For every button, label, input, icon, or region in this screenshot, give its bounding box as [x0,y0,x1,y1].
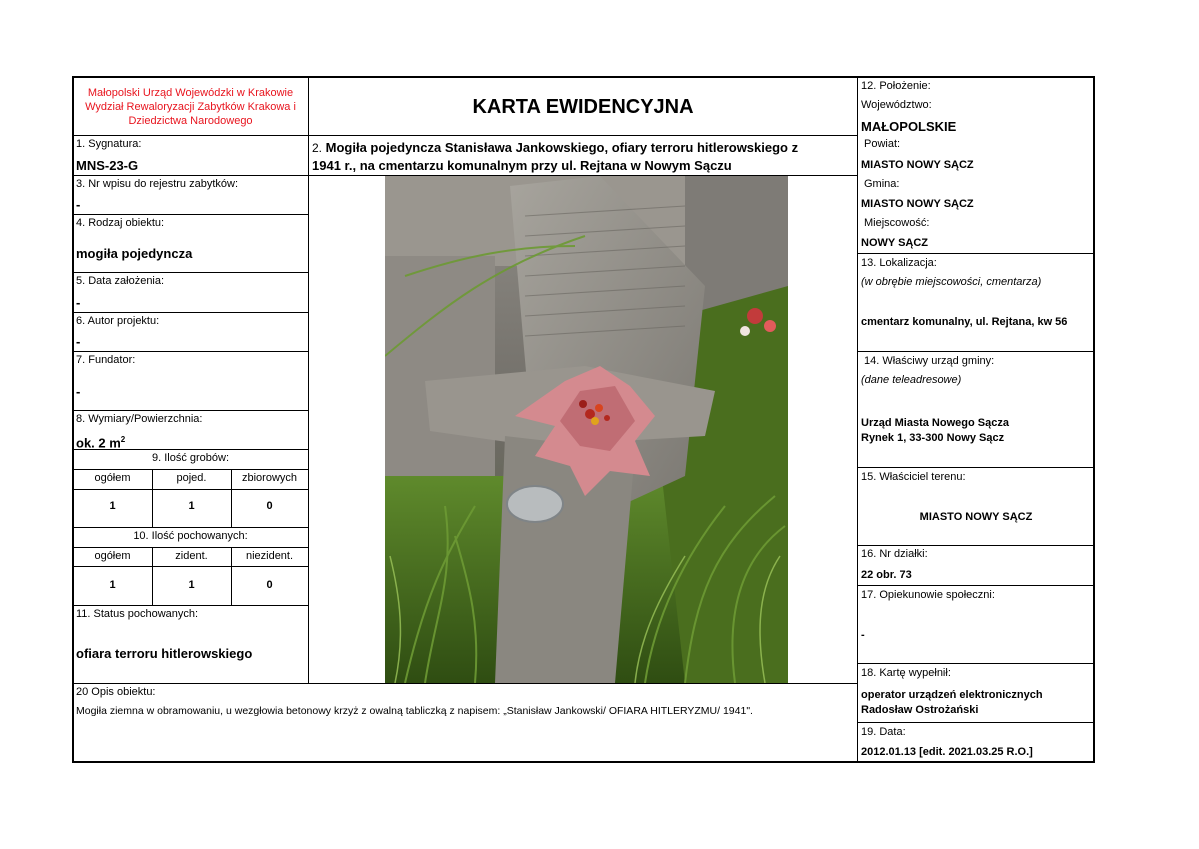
locality-value: NOWY SĄCZ [861,237,929,249]
filled-by-name: Radosław Ostrożański [861,704,979,716]
grave-photo-illustration [385,176,788,683]
institution-name [74,86,307,128]
institution-line-3: Dziedzictwa Narodowego [128,115,253,127]
office-name: Urząd Miasta Nowego Sącza [861,417,1009,429]
burial-status-value: ofiara terroru hitlerowskiego [76,646,253,661]
guardians-label: 17. Opiekunowie społeczni: [861,589,995,601]
institution-line-1: Małopolski Urząd Wojewódzki w Krakowie [87,87,294,99]
object-name-line-2: 1941 r., na cmentarzu komunalnym przy ul. Rejtana w Nowym Sączu [312,158,732,173]
object-type-value: mogiła pojedyncza [76,246,193,261]
date-label: 19. Data: [861,726,906,738]
buried-header-unidentified: niezident. [245,550,294,562]
dimensions-label: 8. Wymiary/Powierzchnia: [76,413,203,425]
localization-value: cmentarz komunalny, ul. Rejtana, kw 56 [861,316,1068,328]
plot-number-value: 22 obr. 73 [861,569,912,581]
object-name [312,139,856,174]
plot-number-label: 16. Nr działki: [861,548,928,560]
buried-header-identified: zident. [175,550,208,562]
localization-label: 13. Lokalizacja: [861,257,937,269]
office-hint: (dane teleadresowe) [861,374,962,386]
dimensions-number: ok. 2 m [76,435,121,451]
register-value: - [76,197,81,212]
grave-photo [385,176,788,683]
buried-value-total: 1 [109,579,116,591]
localization-hint: (w obrębie miejscowości, cmentarza) [861,276,1042,288]
graves-value-total: 1 [109,500,116,512]
register-label: 3. Nr wpisu do rejestru zabytków: [76,178,239,190]
office-label: 14. Właściwy urząd gminy: [864,355,995,367]
burial-status-label: 11. Status pochowanych: [76,608,199,620]
author-label: 6. Autor projektu: [76,315,160,327]
object-name-number: 2. [312,141,323,155]
buried-label: 10. Ilość pochowanych: [133,530,248,542]
buried-value-unidentified: 0 [266,579,273,591]
object-name-line-1: Mogiła pojedyncza Stanisława Jankowskiego, ofiary terroru hitlerowskiego z [325,140,799,155]
graves-value-single: 1 [188,500,195,512]
object-type-label: 4. Rodzaj obiektu: [76,217,165,229]
commune-label: Gmina: [864,178,900,190]
location-label: 12. Położenie: [861,80,931,92]
date-value: 2012.01.13 [edit. 2021.03.25 R.O.] [861,746,1033,758]
card-title: KARTA EWIDENCYJNA [472,96,694,118]
graves-header-single: pojed. [176,472,207,484]
voivodeship-label: Województwo: [861,99,932,111]
county-value: MIASTO NOWY SĄCZ [861,159,974,171]
graves-header-total: ogółem [94,472,131,484]
county-label: Powiat: [864,138,901,150]
graves-value-collective: 0 [266,500,273,512]
founder-label: 7. Fundator: [76,354,136,366]
filled-by-role: operator urządzeń elektronicznych [861,689,1043,701]
locality-label: Miejscowość: [864,217,930,229]
founding-date-value: - [76,295,81,310]
land-owner-label: 15. Właściciel terenu: [861,471,966,483]
graves-header-collective: zbiorowych [241,472,298,484]
signature-label: 1. Sygnatura: [76,138,142,150]
graves-label: 9. Ilość grobów: [151,452,230,464]
filled-by-label: 18. Kartę wypełnił: [861,667,951,679]
author-value: - [76,334,81,349]
buried-value-identified: 1 [188,579,195,591]
guardians-value: - [861,629,865,641]
signature-value: MNS-23-G [76,158,139,173]
description-text: Mogiła ziemna w obramowaniu, u wezgłowia betonowy krzyż z owalną tabliczką z napisem: „Stanisław Jankowski/ OFIARA HITLERYZMU/ 1941". [76,705,753,717]
dimensions-unit-exponent: 2 [120,435,126,444]
voivodeship-value: MAŁOPOLSKIE [861,119,957,134]
dimensions-value [76,432,125,450]
office-address: Rynek 1, 33-300 Nowy Sącz [861,432,1005,444]
land-owner-value: MIASTO NOWY SĄCZ [919,511,1033,523]
buried-header-total: ogółem [94,550,131,562]
commune-value: MIASTO NOWY SĄCZ [861,198,974,210]
description-label: 20 Opis obiektu: [76,686,156,698]
founding-date-label: 5. Data założenia: [76,275,165,287]
founder-value: - [76,384,81,399]
institution-line-2: Wydział Rewaloryzacji Zabytków Krakowa i [85,101,296,113]
